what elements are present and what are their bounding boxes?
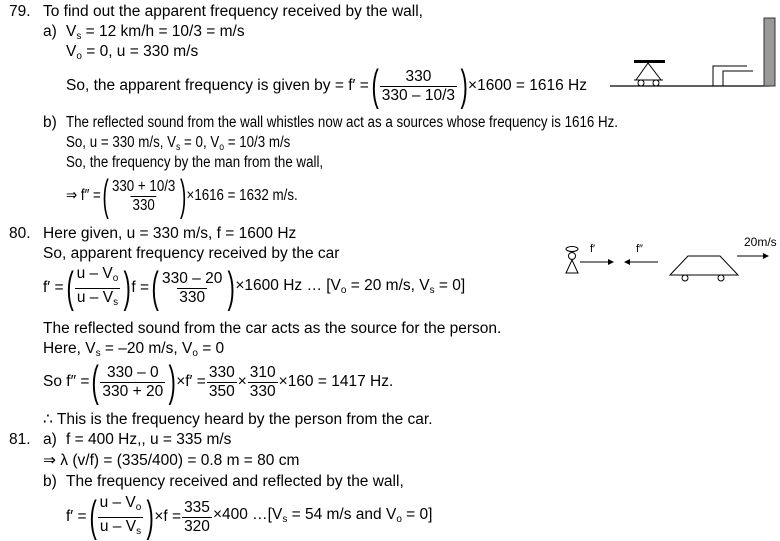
text: So, u = 330 m/s, V [66,134,177,151]
text: u – V [99,517,137,535]
text [213,506,433,529]
q79-number: 79. [9,3,31,20]
denominator: 330 [179,288,206,306]
q81-b-equation [66,492,433,541]
numerator: 330 [208,363,235,381]
right-paren: ) [146,492,155,541]
label-speed: 20m/s [744,235,777,249]
numerator: 330 [405,67,432,85]
text: = 20 m/s, V [346,276,430,294]
text: So, the apparent frequency is given by = f′ = [66,77,369,94]
left-paren: ( [89,492,97,541]
subscript: o [76,51,82,62]
subscript: o [112,272,119,284]
label-f-prime: f′ [590,243,596,255]
q80-equation-2 [43,357,394,406]
numerator [75,265,121,288]
text: So f″ = [43,373,90,390]
text: ×1616 = 1632 m/s. [186,187,298,204]
text: = 10/3 m/s [224,134,291,151]
person-car-diagram [560,232,780,282]
text: = –20 m/s, V [100,340,193,357]
fraction [207,364,237,401]
text: ⇒ f″ = [66,187,101,204]
numerator: 330 – 20 [162,269,223,287]
denominator: 350 [208,382,235,400]
q80-number: 80. [9,225,31,242]
fraction [100,364,165,401]
q79-b-label: b) [43,114,57,131]
subscript: s [95,348,101,359]
subscript: o [219,142,225,153]
text: ×1600 Hz … [V [235,276,341,294]
fraction [98,494,144,541]
text: u – V [76,264,113,282]
fraction [182,499,212,536]
text [235,277,465,300]
text: V [66,23,77,40]
q80-line7: ∴ This is the frequency heard by the person from the car. [43,411,433,428]
left-paren: ( [102,171,110,220]
q79-b-equation [66,171,298,220]
fraction [75,265,121,312]
text: ×400 …[V [212,505,283,523]
denominator: 330 + 20 [102,382,164,400]
q81-b-label: b) [43,473,57,490]
text: u – V [76,288,114,306]
numerator: 310 [249,363,276,381]
text: = 0] [434,276,466,294]
numerator: 335 [184,498,210,516]
text: ×160 = 1417 Hz. [278,373,394,390]
subscript: o [340,284,347,296]
q80-line5 [43,340,224,363]
text: ×f′ = [176,373,206,390]
subscript: o [135,501,142,513]
text: ×f = [154,508,182,525]
q81-b-line1: The frequency received and reflected by the wall, [66,473,404,490]
left-paren: ( [371,61,379,110]
subscript: s [176,142,181,153]
fraction [248,364,278,401]
denominator: 330 [132,196,155,214]
denominator [98,517,143,541]
text: u – V [99,493,136,511]
text: = 54 m/s and V [287,505,397,523]
text: ×1600 = 1616 Hz [468,77,587,94]
text: f′ = [66,508,87,525]
text: Here, V [43,340,96,357]
right-paren: ) [460,61,468,110]
subscript: s [282,513,288,525]
q79-a-equation [66,61,587,110]
q80-line1: Here given, u = 330 m/s, f = 1600 Hz [43,225,297,242]
denominator: 330 – 10/3 [381,86,456,104]
q80-equation-1 [43,263,466,312]
q81-number: 81. [9,431,31,448]
label-f-double-prime: f″ [636,243,643,255]
right-paren: ) [123,263,132,312]
text: V [66,43,77,60]
fraction [160,270,224,307]
text: = 0] [401,505,433,523]
denominator: 320 [184,517,210,535]
q79-b-line3: So, the frequency by the man from the wall, [66,154,324,171]
text: = 0 [197,340,225,357]
left-paren: ( [91,357,100,406]
fraction [380,68,457,105]
q79-a-line2 [66,43,198,66]
q79-b-line1: The reflected sound from the wall whistles now act as a sources whose frequency is 1616 Hz. [66,114,618,131]
text: × [237,373,247,390]
text: = 12 km/h = 10/3 = m/s [81,23,245,40]
text: = 0, V [180,134,220,151]
text: f = [131,279,150,296]
subscript: s [429,284,435,296]
text: = 0, u = 330 m/s [81,43,199,60]
fraction [110,178,177,215]
subscript: s [76,31,82,42]
denominator [75,288,120,312]
text: f′ = [43,279,64,296]
left-paren: ( [66,263,74,312]
q81-a-line2: ⇒ λ (v/f) = (335/400) = 0.8 m = 80 cm [43,452,300,469]
q79-a-label: a) [43,23,57,40]
subscript: s [136,525,142,537]
right-paren: ) [227,263,236,312]
subscript: o [396,513,402,525]
numerator: 330 + 10/3 [111,177,176,195]
q81-a-line1: f = 400 Hz,, u = 335 m/s [66,431,232,448]
subscript: o [192,348,198,359]
q80-line2: So, apparent frequency received by the car [43,245,340,262]
q79-intro: To find out the apparent frequency received by the wall, [43,3,423,20]
q81-a-label: a) [43,431,57,448]
denominator: 330 [249,382,276,400]
q80-line4: The reflected sound from the car acts as the source for the person. [43,320,502,337]
right-paren: ) [180,171,187,220]
right-paren: ) [168,357,177,406]
subscript: s [113,296,119,308]
left-paren: ( [151,263,159,312]
numerator: 330 – 0 [106,363,159,381]
cart-wall-diagram [610,18,780,93]
numerator [98,494,144,517]
